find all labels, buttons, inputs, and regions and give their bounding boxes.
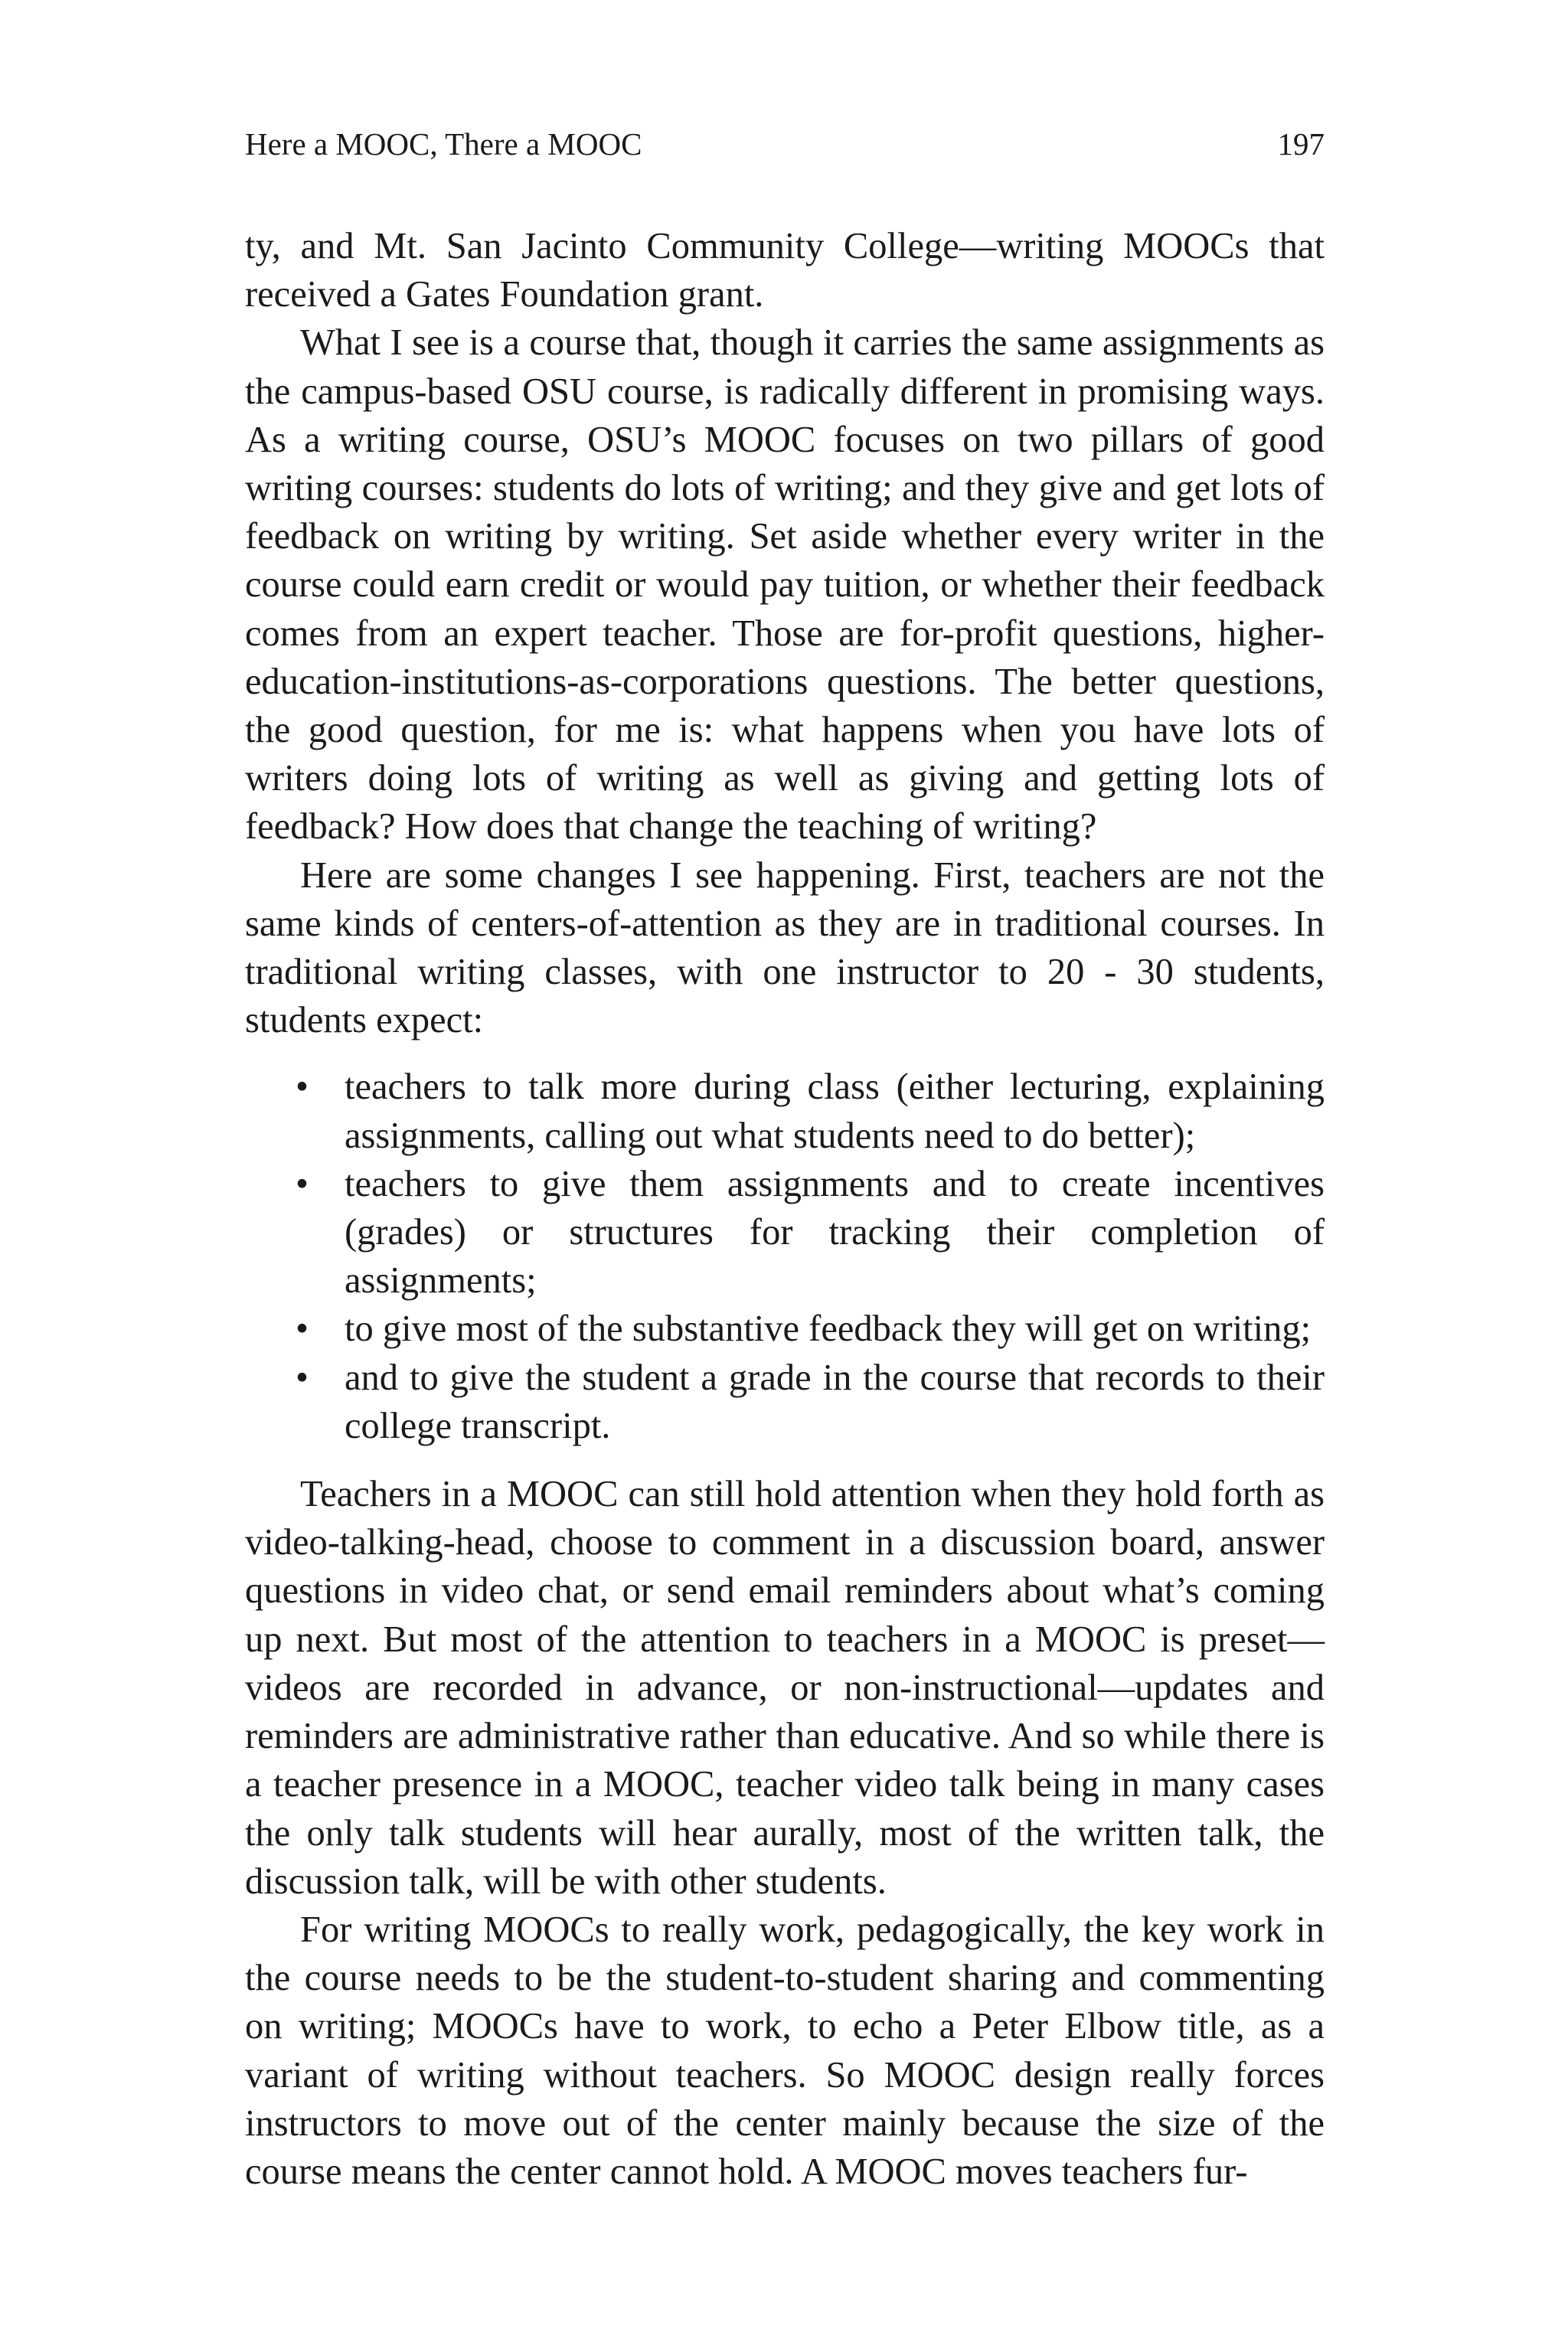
list-item-text: to give most of the substantive feedback they will get on writing; [345, 1308, 1312, 1350]
running-title: Here a MOOC, There a MOOC [245, 126, 642, 162]
page-number: 197 [1277, 126, 1325, 162]
list-item [245, 1063, 1325, 1159]
body-text [245, 222, 1325, 2196]
paragraph-continued: ty, and Mt. San Jacinto Community College—writing MOOCs that received a Gates Foundation grant. [245, 226, 1325, 315]
list-item [245, 1354, 1325, 1450]
bullet-icon: • [296, 1308, 309, 1350]
paragraph: Teachers in a MOOC can still hold attention when they hold forth as video-talking-head, choose to comment in a discussion board, answer questions in video chat, or send email reminders about what’s coming up next. But most of the attention to teachers in a MOOC is preset—videos are recorded in advance, or non-instructional—updates and reminders are administrative rather than educative. And so while there is a teacher presence in a MOOC, teacher video talk being in many cases the only talk students will hear aurally, most of the written talk, the discussion talk, will be with other students. [245, 1474, 1325, 1902]
bullet-icon: • [296, 1163, 309, 1204]
list-item [245, 1305, 1325, 1353]
expectations-list [245, 1063, 1325, 1450]
paragraph: What I see is a course that, though it carries the same assignments as the campus-based OSU course, is radically different in promising ways. As a writing course, OSU’s MOOC focuses on two pillars of good writing courses: students do lots of writing; and they give and get lots of feedback on writing by writing. Set aside whether every writer in the course could earn credit or would pay tuition, or whether their feedback comes from an expert teacher. Those are for-profit questions, higher-education-institutions-as-corporations questions. The better questions, the good question, for me is: what happens when you have lots of writers doing lots of writing as well as giving and getting lots of feedback? How does that change the teaching of writing? [245, 322, 1325, 848]
paragraph: For writing MOOCs to really work, pedagogically, the key work in the course needs to be the student-to-student sharing and commenting on writing; MOOCs have to work, to echo a Peter Elbow title, as a variant of writing without teachers. So MOOC design really forces instructors to move out of the center mainly because the size of the course means the center cannot hold. A MOOC moves teachers fur- [245, 1909, 1325, 2192]
list-item-text: teachers to give them assignments and to create incentives (grades) or structures for tracking their completion of assignments; [345, 1163, 1325, 1302]
list-item [245, 1160, 1325, 1305]
list-item-text: and to give the student a grade in the course that records to their college transcript. [345, 1357, 1325, 1446]
bullet-icon: • [296, 1357, 309, 1398]
list-item-text: teachers to talk more during class (either lecturing, explaining assignments, calling out what students need to do better); [345, 1067, 1325, 1156]
paragraph: Here are some changes I see happening. First, teachers are not the same kinds of centers-of-attention as they are in traditional courses. In traditional writing classes, with one instructor to 20 - 30 students, students expect: [245, 854, 1325, 1041]
bullet-icon: • [296, 1067, 309, 1108]
